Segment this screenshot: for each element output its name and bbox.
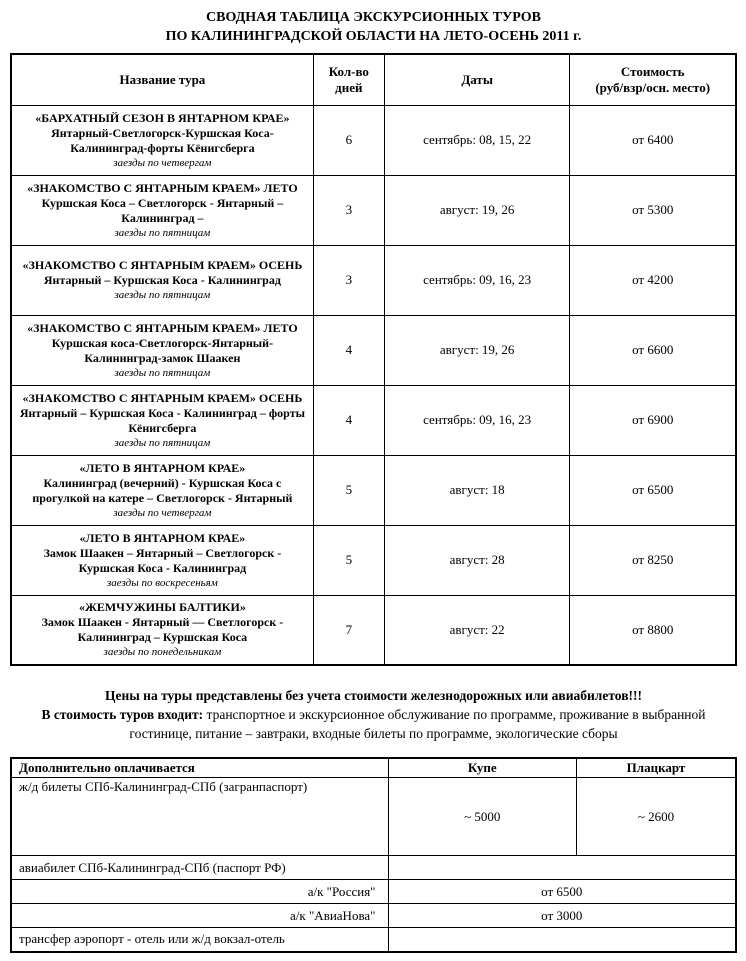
- tour-route: Замок Шаакен - Янтарный — Светлогорск - Калининград – Куршская Коса: [41, 615, 284, 645]
- extras-table: [10, 757, 737, 953]
- note-includes-text: транспортное и экскурсионное обслуживание по программе, проживание в выбранной гостинице, питание – завтраки, входные билеты по программе, экологические сборы: [129, 707, 706, 741]
- tour-row: [11, 105, 736, 175]
- tour-price: от 8250: [570, 525, 736, 595]
- tour-dates: август: 19, 26: [384, 175, 570, 245]
- tour-dates: август: 28: [384, 525, 570, 595]
- tour-days: 6: [313, 105, 384, 175]
- tour-dates: август: 18: [384, 455, 570, 525]
- tour-row: [11, 525, 736, 595]
- col-header-tour-name: Название тура: [11, 54, 313, 105]
- extras-label: трансфер аэропорт - отель или ж/д вокзал-отель: [11, 928, 388, 952]
- tour-dates: август: 22: [384, 595, 570, 665]
- tours-table: [10, 53, 737, 666]
- tour-title: «ЗНАКОМСТВО С ЯНТАРНЫМ КРАЕМ» ОСЕНЬ: [22, 258, 303, 272]
- col-header-price: [570, 54, 736, 105]
- tour-departure-note: заезды по четвергам: [113, 156, 212, 169]
- tour-route: Янтарный – Куршская Коса - Калининград – форты Кёнигсберга: [19, 405, 305, 435]
- tour-row: [11, 595, 736, 665]
- tour-price: от 8800: [570, 595, 736, 665]
- tour-title: «ЗНАКОМСТВО С ЯНТАРНЫМ КРАЕМ» ОСЕНЬ: [22, 390, 303, 405]
- tour-departure-note: заезды по пятницам: [114, 289, 211, 301]
- tour-departure-note: заезды по пятницам: [114, 366, 211, 379]
- tour-price: от 4200: [570, 245, 736, 315]
- extras-row-air-ticket: [11, 856, 736, 880]
- extras-value: от 3000: [388, 904, 736, 928]
- extras-value: [388, 928, 736, 952]
- tour-departure-note: заезды по пятницам: [114, 436, 211, 449]
- extras-row-airline-rossiya: [11, 880, 736, 904]
- col-header-days: [313, 54, 384, 105]
- tour-departure-note: заезды по понедельникам: [103, 646, 222, 659]
- tour-days: 7: [313, 595, 384, 665]
- tour-title: «ЛЕТО В ЯНТАРНОМ КРАЕ»: [79, 460, 246, 475]
- tour-route: Куршская коса-Светлогорск-Янтарный-Калининград-замок Шаакен: [51, 335, 274, 365]
- note-includes-label: В стоимость туров входит:: [41, 707, 204, 722]
- tour-days: 5: [313, 455, 384, 525]
- tour-title: «ЗНАКОМСТВО С ЯНТАРНЫМ КРАЕМ» ЛЕТО: [27, 180, 298, 195]
- tour-days: 3: [313, 175, 384, 245]
- tour-price: от 6900: [570, 385, 736, 455]
- extras-label: а/к "Россия": [11, 880, 388, 904]
- col-header-days-line1: Кол-во: [328, 63, 369, 79]
- extras-value: от 6500: [388, 880, 736, 904]
- extras-header-kupe: Купе: [388, 758, 577, 778]
- extras-label: ж/д билеты СПб-Калининград-СПб (загранпаспорт): [11, 778, 388, 856]
- document-title-line2: ПО КАЛИНИНГРАДСКОЙ ОБЛАСТИ НА ЛЕТО-ОСЕНЬ 2011 г.: [165, 29, 582, 44]
- document-title: [10, 8, 737, 46]
- tour-route: Янтарный – Куршская Коса - Калининград: [43, 273, 281, 287]
- col-header-price-line2: (руб/взр/осн. место): [595, 79, 711, 95]
- extras-value: [388, 856, 736, 880]
- col-header-price-line1: Стоимость: [620, 63, 685, 79]
- tour-days: 5: [313, 525, 384, 595]
- col-header-dates: Даты: [384, 54, 570, 105]
- tour-price: от 5300: [570, 175, 736, 245]
- extras-row-rail-tickets: [11, 778, 736, 856]
- tour-title: «ЗНАКОМСТВО С ЯНТАРНЫМ КРАЕМ» ЛЕТО: [27, 320, 298, 335]
- tour-departure-note: заезды по воскресеньям: [107, 576, 218, 589]
- tour-dates: сентябрь: 09, 16, 23: [384, 385, 570, 455]
- tour-row: [11, 385, 736, 455]
- extras-kupe-price: ~ 5000: [388, 778, 577, 856]
- tour-title: «ЖЕМЧУЖИНЫ БАЛТИКИ»: [78, 600, 246, 615]
- tour-dates: сентябрь: 09, 16, 23: [384, 245, 570, 315]
- note-prices-disclaimer: Цены на туры представлены без учета стоимости железнодорожных или авиабилетов!!!: [105, 688, 642, 703]
- tour-price: от 6400: [570, 105, 736, 175]
- extras-header-platzkart: Плацкарт: [577, 758, 737, 778]
- tour-route: Куршская Коса – Светлогорск - Янтарный – Калининград –: [41, 195, 284, 225]
- tour-row: [11, 455, 736, 525]
- tour-title: «БАРХАТНЫЙ СЕЗОН В ЯНТАРНОМ КРАЕ»: [35, 110, 290, 125]
- tour-days: 4: [313, 385, 384, 455]
- tour-dates: сентябрь: 08, 15, 22: [384, 105, 570, 175]
- note-includes: [26, 705, 721, 743]
- extras-header-label: Дополнительно оплачивается: [11, 758, 388, 778]
- tour-days: 4: [313, 315, 384, 385]
- extras-row-airline-avianova: [11, 904, 736, 928]
- tour-route: Замок Шаакен – Янтарный – Светлогорск - Куршская Коса - Калининград: [43, 545, 282, 575]
- tour-title: «ЛЕТО В ЯНТАРНОМ КРАЕ»: [79, 530, 246, 545]
- tours-header-row: [11, 54, 736, 105]
- extras-platzkart-price: ~ 2600: [577, 778, 737, 856]
- tour-price: от 6600: [570, 315, 736, 385]
- col-header-days-line2: дней: [335, 79, 363, 95]
- tour-row: [11, 245, 736, 315]
- tour-departure-note: заезды по пятницам: [114, 226, 211, 239]
- notes-block: [10, 686, 737, 743]
- extras-label: авиабилет СПб-Калининград-СПб (паспорт РФ): [11, 856, 388, 880]
- extras-header-row: [11, 758, 736, 778]
- tour-price: от 6500: [570, 455, 736, 525]
- tour-days: 3: [313, 245, 384, 315]
- document-title-line1: СВОДНАЯ ТАБЛИЦА ЭКСКУРСИОННЫХ ТУРОВ: [206, 10, 541, 25]
- tour-departure-note: заезды по четвергам: [113, 506, 212, 519]
- tour-dates: август: 19, 26: [384, 315, 570, 385]
- tour-row: [11, 175, 736, 245]
- tour-row: [11, 315, 736, 385]
- extras-row-transfer: [11, 928, 736, 952]
- tour-route: Калининград (вечерний) - Куршская Коса с прогулкой на катере – Светлогорск - Янтарный: [32, 475, 293, 505]
- tour-route: Янтарный-Светлогорск-Куршская Коса-Калининград-форты Кёнигсберга: [51, 125, 274, 155]
- extras-label: а/к "АвиаНова": [11, 904, 388, 928]
